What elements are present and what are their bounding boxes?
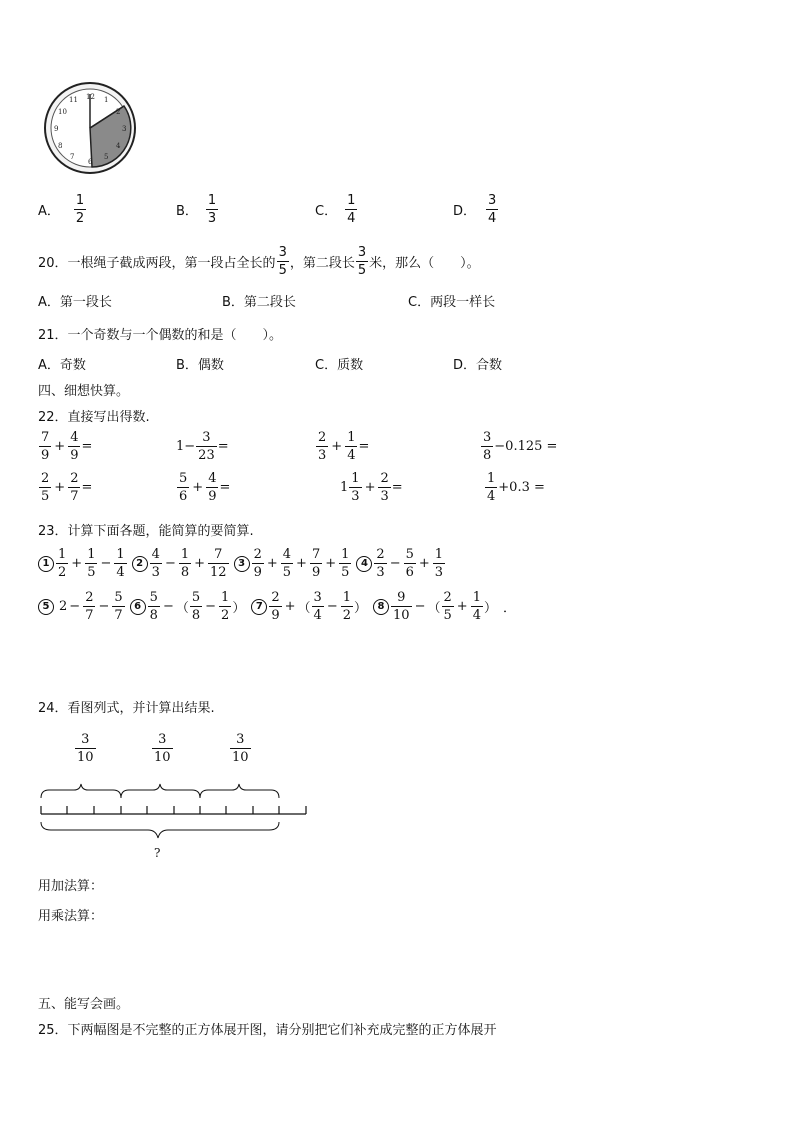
circled-number: 3 — [234, 556, 250, 572]
question-text: 一根绳子截成两段，第一段占全长的 — [67, 256, 276, 271]
fraction: $\frac{1}{3}$ — [207, 193, 217, 226]
fraction: $\frac{2}{9}$ — [253, 547, 262, 580]
fraction: $\frac{1}{2}$ — [221, 590, 230, 623]
q21-option-d[interactable]: D．合数 — [453, 358, 503, 373]
tick-marks — [41, 806, 306, 814]
q23-row-2: 5 2 − $\frac{2}{7}$ − $\frac{5}{7}$ 6 $\frac{5}{8}$ − （ $\frac{5}{8}$ − $\frac{1}{2}$ ） 7 $\frac{2}{9}$ + （ $\frac{3}{4}$ − $\frac{1}{2}$ ） 8 $\frac{9}{10}$ − （ $\frac{2}{5}$ + $\frac{1}{4}$ ） ． — [38, 591, 516, 622]
fraction: $\frac{4}{9}$ — [70, 430, 79, 463]
fraction: $\frac{4}{3}$ — [151, 547, 160, 580]
section-heading: 四、细想快算。 — [38, 384, 130, 399]
clock-illustration — [40, 82, 142, 174]
question-25: 25．下两幅图是不完整的正方体展开图，请分别把它们补充成完整的正方体展开 — [38, 1023, 497, 1038]
circled-number: 1 — [38, 556, 54, 572]
number-line-diagram — [36, 770, 316, 850]
fraction: $\frac{1}{4}$ — [347, 193, 356, 226]
fraction: $\frac{1}{8}$ — [180, 547, 190, 580]
option-letter: C． — [315, 204, 338, 219]
fraction: $\frac{7}{9}$ — [41, 430, 50, 463]
q20-option-c[interactable]: C．两段一样长 — [408, 295, 496, 310]
fraction: $\frac{4}{9}$ — [208, 471, 217, 504]
fraction: $\frac{2}{5}$ — [41, 471, 50, 504]
option-d[interactable] — [453, 194, 499, 225]
fraction: $\frac{1}{2}$ — [75, 193, 85, 226]
clock-number: 3 — [122, 125, 127, 133]
fraction: $\frac{1}{3}$ — [434, 547, 444, 580]
fraction: $\frac{1}{2}$ — [342, 590, 352, 623]
clock-number: 5 — [104, 153, 109, 161]
option-b[interactable] — [176, 194, 219, 225]
fraction: $\frac{2}{3}$ — [380, 471, 389, 504]
fraction: $\frac{1}{4}$ — [472, 590, 481, 623]
segment-fraction: $\frac{3}{10}$ — [77, 732, 94, 765]
clock-number: 12 — [86, 93, 95, 101]
question-20 — [38, 246, 480, 277]
fraction: $\frac{2}{9}$ — [271, 590, 280, 623]
clock-number: 9 — [54, 125, 59, 133]
option-a[interactable] — [38, 194, 87, 225]
question-23: 23．计算下面各题，能简算的要简算. — [38, 524, 254, 539]
question-24: 24．看图列式，并计算出结果. — [38, 701, 215, 716]
question-21: 21．一个奇数与一个偶数的和是（ ）。 — [38, 328, 283, 343]
brace-top — [41, 784, 121, 798]
fraction: $\frac{1}{3}$ — [351, 471, 360, 504]
brace-top — [121, 784, 200, 798]
section-heading: 五、能写会画。 — [38, 997, 130, 1012]
fraction: $\frac{3}{5}$ — [278, 245, 287, 278]
circled-number: 2 — [132, 556, 148, 572]
fraction: $\frac{4}{5}$ — [282, 547, 292, 580]
segment-fraction: $\frac{3}{10}$ — [154, 732, 171, 765]
fraction: $\frac{3}{8}$ — [483, 430, 492, 463]
clock-number: 1 — [104, 96, 109, 104]
q21-option-a[interactable]: A．奇数 — [38, 358, 86, 373]
fraction: $\frac{2}{7}$ — [70, 471, 79, 504]
clock-number: 6 — [88, 158, 93, 166]
q23-row-1: 1 $\frac{1}{2}$ + $\frac{1}{5}$ − $\frac{1}{4}$ 2 $\frac{4}{3}$ − $\frac{1}{8}$ + $\frac{7}{12}$ 3 $\frac{2}{9}$ + $\frac{4}{5}$ + $\frac{7}{9}$ + $\frac{1}{5}$ 4 $\frac{2}{3}$ − $\frac{5}{6}$ + $\frac{1}{3}$ — [38, 548, 446, 579]
segment-fraction: $\frac{3}{10}$ — [232, 732, 249, 765]
fraction: $\frac{3}{5}$ — [357, 245, 367, 278]
q20-option-b[interactable]: B．第二段长 — [222, 295, 296, 310]
fraction: $\frac{2}{5}$ — [443, 590, 452, 623]
fraction: $\frac{3}{4}$ — [488, 193, 497, 226]
q22-item-h: $\frac{1}{4}$ +0.3 = — [487, 471, 545, 504]
q20-option-a[interactable]: A．第一段长 — [38, 295, 112, 310]
option-letter: A． — [38, 204, 60, 219]
question-text: ，第二段长 — [289, 256, 355, 271]
brace-bottom — [41, 822, 279, 838]
clock-number: 10 — [58, 108, 67, 116]
fraction: $\frac{1}{4}$ — [347, 430, 356, 463]
circled-number: 8 — [373, 599, 389, 615]
circled-number: 6 — [130, 599, 146, 615]
multiplication-label: 用乘法算： — [38, 909, 104, 924]
addition-label: 用加法算： — [38, 879, 104, 894]
question-mark: ? — [154, 846, 161, 860]
option-c[interactable] — [315, 194, 358, 225]
q22-item-e: $\frac{2}{5}$ + $\frac{2}{7}$ = — [41, 471, 93, 504]
clock-number: 7 — [70, 153, 75, 161]
fraction: $\frac{7}{9}$ — [311, 547, 321, 580]
q22-item-d: $\frac{3}{8}$ −0.125 = — [483, 430, 558, 463]
option-letter: B． — [176, 204, 198, 219]
fraction: $\frac{2}{3}$ — [318, 430, 327, 463]
fraction: $\frac{1}{4}$ — [487, 471, 496, 504]
fraction: $\frac{1}{5}$ — [87, 547, 96, 580]
fraction: $\frac{2}{3}$ — [376, 547, 385, 580]
brace-top — [200, 784, 279, 798]
fraction: $\frac{3}{4}$ — [313, 590, 322, 623]
clock-number: 4 — [116, 142, 121, 150]
fraction: $\frac{5}{8}$ — [191, 590, 201, 623]
fraction: $\frac{5}{6}$ — [179, 471, 188, 504]
fraction: $\frac{5}{8}$ — [149, 590, 158, 623]
q22-item-b: 1− $\frac{3}{23}$ = — [176, 430, 229, 463]
clock-number: 8 — [58, 142, 63, 150]
fraction: $\frac{3}{23}$ — [198, 430, 215, 463]
fraction: $\frac{1}{5}$ — [341, 547, 350, 580]
fraction: $\frac{9}{10}$ — [393, 590, 410, 623]
clock-number: 2 — [116, 108, 121, 116]
q22-item-f: $\frac{5}{6}$ + $\frac{4}{9}$ = — [179, 471, 231, 504]
question-text: 米，那么（ ）。 — [369, 256, 480, 271]
question-number: 20． — [38, 256, 68, 271]
fraction: $\frac{5}{6}$ — [405, 547, 414, 580]
fraction: $\frac{1}{2}$ — [58, 547, 67, 580]
q21-option-c[interactable]: C．质数 — [315, 358, 364, 373]
fraction: $\frac{1}{4}$ — [116, 547, 125, 580]
circled-number: 5 — [38, 599, 54, 615]
q22-item-c: $\frac{2}{3}$ + $\frac{1}{4}$ = — [318, 430, 370, 463]
fraction: $\frac{5}{7}$ — [114, 590, 123, 623]
question-22: 22．直接写出得数. — [38, 410, 150, 425]
q22-item-a: $\frac{7}{9}$ + $\frac{4}{9}$ = — [41, 430, 93, 463]
circled-number: 7 — [251, 599, 267, 615]
clock-number: 11 — [69, 96, 78, 104]
q22-item-g: 1 $\frac{1}{3}$ + $\frac{2}{3}$ = — [340, 471, 403, 504]
q21-option-b[interactable]: B．偶数 — [176, 358, 224, 373]
fraction: $\frac{2}{7}$ — [85, 590, 94, 623]
circled-number: 4 — [356, 556, 372, 572]
option-letter: D． — [453, 204, 477, 219]
fraction: $\frac{7}{12}$ — [210, 547, 227, 580]
